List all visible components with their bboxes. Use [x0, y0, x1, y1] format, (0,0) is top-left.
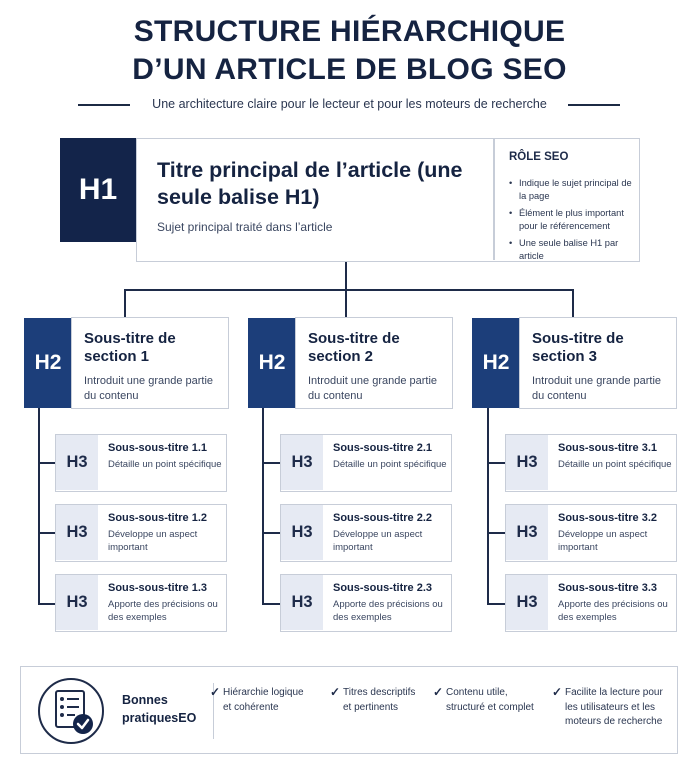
main-title-line-1: STRUCTURE HIÉRARCHIQUE [133, 15, 566, 48]
h2-badge-2: H2 [248, 318, 296, 408]
subtitle-row [0, 94, 699, 114]
connector-s2-trunk [262, 406, 264, 604]
seo-role-title: RÔLE SEO [509, 151, 569, 163]
practice-text: Facilite la lecture pour les utilisateurs et les moteurs de recherche [565, 687, 663, 727]
seo-role-item: • Indique le sujet principal de la page [507, 177, 633, 203]
connector-h2-3 [572, 289, 574, 318]
h1-card [136, 138, 640, 262]
seo-role-item: • Une seule balise H1 par article [507, 237, 633, 263]
h1-description: Sujet principal traité dans l’article [157, 220, 333, 234]
connector-s3-h3-1 [487, 462, 505, 464]
h2-title: Sous-titre de section 3 [532, 330, 624, 365]
connector-s3-trunk [487, 406, 489, 604]
h3-title: Sous-sous-titre 2.1 [333, 442, 433, 454]
h3-badge: H3 [506, 435, 548, 490]
h3-badge: H3 [506, 575, 548, 630]
h1-badge: H1 [60, 138, 136, 242]
h2-description: Introduit une grande partie du contenu [84, 375, 214, 402]
h3-card-3-3 [505, 574, 677, 632]
connector-s3-h3-3 [487, 603, 505, 605]
h3-card-2-1 [280, 434, 452, 492]
h3-badge: H3 [56, 575, 98, 630]
connector-h2-2 [345, 289, 347, 318]
h3-badge: H3 [281, 435, 323, 490]
h3-description: Développe un aspect important [333, 529, 423, 553]
connector-s1-h3-3 [38, 603, 55, 605]
check-icon: ✓ [330, 685, 341, 699]
h3-title: Sous-sous-titre 3.3 [558, 582, 658, 594]
h3-card-1-3 [55, 574, 227, 632]
connector-h2-1 [124, 289, 126, 318]
h3-card-3-1 [505, 434, 677, 492]
check-icon: ✓ [552, 685, 563, 699]
h3-title: Sous-sous-titre 3.1 [558, 442, 658, 454]
h3-card-2-2 [280, 504, 452, 562]
h1-title: Titre principal de l’article (une seule balise H1) [157, 158, 463, 209]
checklist-icon [37, 677, 105, 750]
h3-description: Détaille un point spécifique [333, 459, 447, 470]
main-title-line-2: D’UN ARTICLE DE BLOG SEO [132, 53, 567, 86]
h3-title: Sous-sous-titre 2.3 [333, 582, 433, 594]
h3-description: Apporte des précisions ou des exemples [558, 599, 668, 623]
best-practices-title: Bonnes pratiquesEO [122, 693, 197, 725]
check-icon: ✓ [433, 685, 444, 699]
h2-card-1 [71, 317, 229, 409]
h2-description: Introduit une grande partie du contenu [308, 375, 438, 402]
h3-description: Développe un aspect important [108, 529, 198, 553]
h3-title: Sous-sous-titre 1.1 [108, 442, 208, 454]
connector-h1-down [345, 262, 347, 290]
h1-divider [493, 139, 495, 260]
h2-title: Sous-titre de section 2 [308, 330, 400, 365]
h3-card-1-2 [55, 504, 227, 562]
connector-s2-h3-3 [262, 603, 280, 605]
connector-s1-h3-1 [38, 462, 55, 464]
practice-text: Titres descriptifs et pertinents [343, 687, 416, 713]
h3-description: Apporte des précisions ou des exemples [108, 599, 218, 623]
h3-badge: H3 [281, 505, 323, 560]
connector-s1-trunk [38, 406, 40, 604]
h3-description: Apporte des précisions ou des exemples [333, 599, 443, 623]
h3-badge: H3 [56, 435, 98, 490]
connector-s3-h3-2 [487, 532, 505, 534]
connector-s1-h3-2 [38, 532, 55, 534]
h3-title: Sous-sous-titre 2.2 [333, 512, 433, 524]
subtitle: Une architecture claire pour le lecteur et pour les moteurs de recherche [152, 97, 547, 111]
h3-title: Sous-sous-titre 3.2 [558, 512, 658, 524]
seo-role-list [507, 177, 633, 267]
practice-text: Hiérarchie logique et cohérente [223, 687, 304, 713]
h2-card-2 [295, 317, 453, 409]
h3-description: Détaille un point spécifique [108, 459, 222, 470]
h3-badge: H3 [56, 505, 98, 560]
h3-card-2-3 [280, 574, 452, 632]
h3-card-3-2 [505, 504, 677, 562]
h3-title: Sous-sous-titre 1.2 [108, 512, 208, 524]
check-icon: ✓ [210, 685, 221, 699]
subtitle-right-rule [568, 104, 620, 106]
h2-description: Introduit une grande partie du contenu [532, 375, 662, 402]
h2-title: Sous-titre de section 1 [84, 330, 176, 365]
h3-card-1-1 [55, 434, 227, 492]
practice-text: Contenu utile, structuré et complet [446, 687, 534, 713]
h3-description: Détaille un point spécifique [558, 459, 672, 470]
h3-description: Développe un aspect important [558, 529, 648, 553]
best-practices-panel [20, 666, 678, 754]
h2-card-3 [519, 317, 677, 409]
h3-badge: H3 [506, 505, 548, 560]
h2-badge-3: H2 [472, 318, 520, 408]
h3-title: Sous-sous-titre 1.3 [108, 582, 208, 594]
h3-badge: H3 [281, 575, 323, 630]
seo-role-item: • Élément le plus important pour le référencement [507, 207, 633, 233]
h2-badge-1: H2 [24, 318, 72, 408]
connector-s2-h3-1 [262, 462, 280, 464]
connector-s2-h3-2 [262, 532, 280, 534]
connector-h2-bar [124, 289, 574, 291]
